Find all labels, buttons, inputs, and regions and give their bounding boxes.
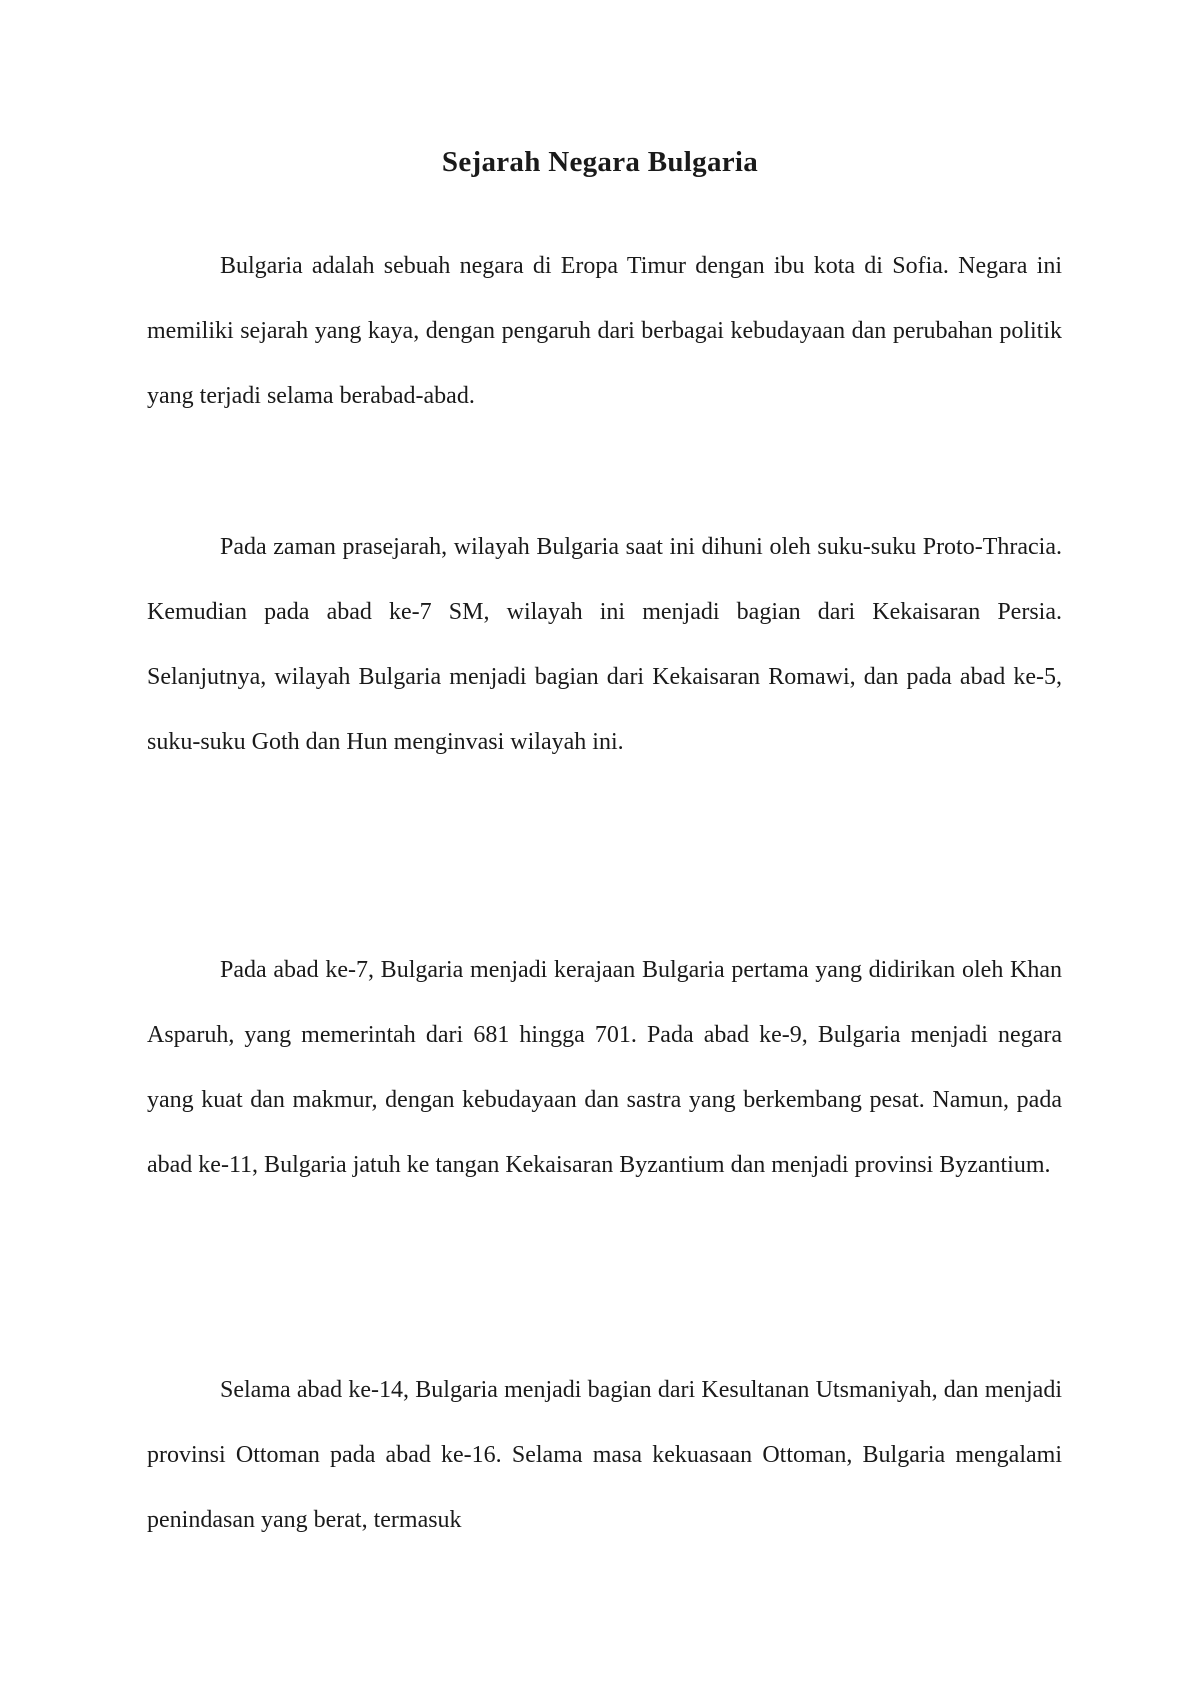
paragraph-prehistory: Pada zaman prasejarah, wilayah Bulgaria saat ini dihuni oleh suku-suku Proto-Thracia. Kemudian pada abad ke-7 SM, wilayah ini menjadi bagian dari Kekaisaran Persia. Selanjutnya, wilayah Bulgaria menjadi bagian dari Kekaisaran Romawi, dan pada abad ke-5, suku-suku Goth dan Hun menginvasi wilayah ini. <box>147 534 1062 755</box>
document-title: Sejarah Negara Bulgaria <box>441 146 759 178</box>
paragraph-intro: Bulgaria adalah sebuah negara di Eropa Timur dengan ibu kota di Sofia. Negara ini memiliki sejarah yang kaya, dengan pengaruh dari berbagai kebudayaan dan perubahan politik yang terjadi selama berabad-abad. <box>147 253 1062 409</box>
paragraph-first-empire: Pada abad ke-7, Bulgaria menjadi kerajaan Bulgaria pertama yang didirikan oleh Khan Asparuh, yang memerintah dari 681 hingga 701. Pada abad ke-9, Bulgaria menjadi negara yang kuat dan makmur, dengan kebudayaan dan sastra yang berkembang pesat. Namun, pada abad ke-11, Bulgaria jatuh ke tangan Kekaisaran Byzantium dan menjadi provinsi Byzantium. <box>147 957 1062 1178</box>
paragraph-ottoman: Selama abad ke-14, Bulgaria menjadi bagian dari Kesultanan Utsmaniyah, dan menjadi provinsi Ottoman pada abad ke-16. Selama masa kekuasaan Ottoman, Bulgaria mengalami penindasan yang berat, termasuk <box>147 1377 1062 1533</box>
